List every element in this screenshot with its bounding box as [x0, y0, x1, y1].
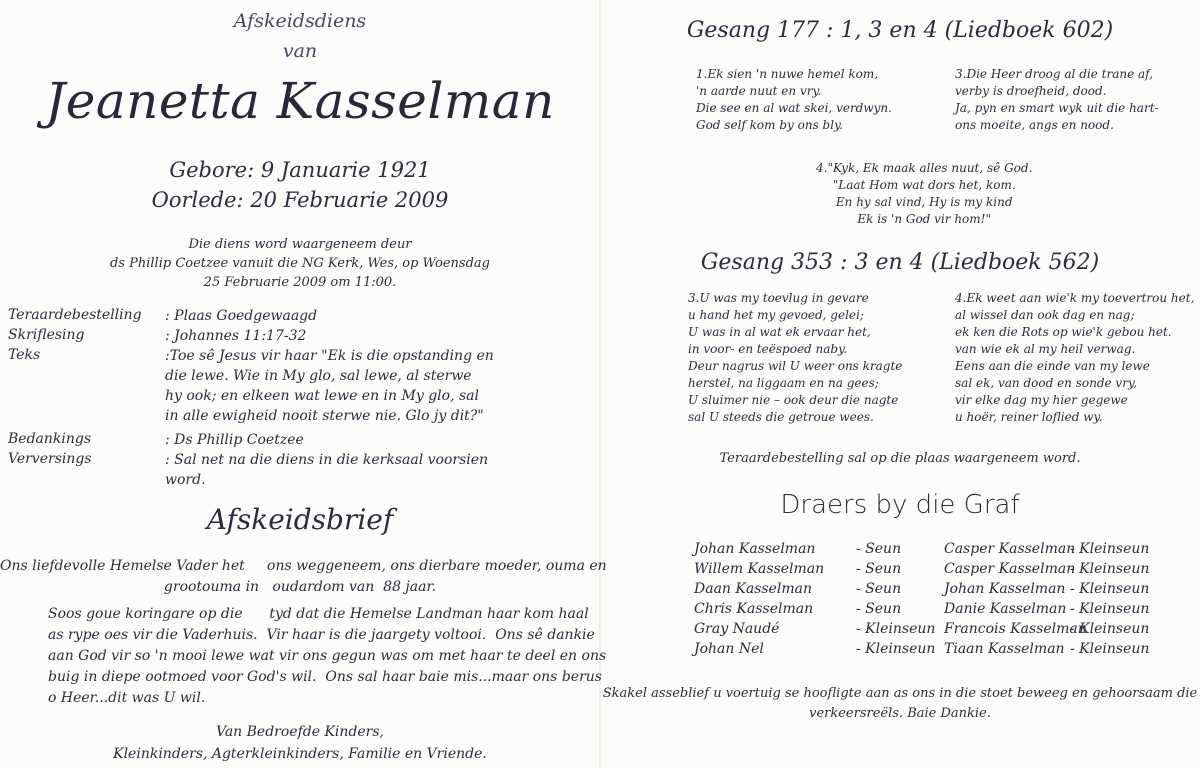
program-value: :Toe sê Jesus vir haar "Ek is die opstanding en die lewe. Wie in My glo, sal lewe, al sterwe hy ook; en elkeen wat lewe en in My glo, sal in alle ewigheid nooit sterwe nie. Glo jy dit?": [165, 348, 494, 424]
letter-paragraph-1: Ons liefdevolle Hemelse Vader het ons weggeneem, ons dierbare moeder, ouma en grootouma in oudardom van 88 jaar.: [0, 558, 607, 595]
program-label: Bedankings: [8, 431, 92, 447]
bearer-relation: - Kleinseun: [856, 621, 936, 637]
program-label: Teraardebestelling: [8, 307, 142, 323]
program-label: Skriflesing: [8, 327, 85, 343]
program-value: : Johannes 11:17-32: [165, 328, 307, 344]
hymn-2-verse-3: 3.U was my toevlug in gevare u hand het my gevoed, gelei; U was in al wat ek ervaar het, in voor- en teëspoed naby. Deur nagrus wil U weer ons kragte herstel, na liggaam en na gees; U sluimer nie – ook deur die nagte sal U steeds die getroue wees.: [688, 291, 903, 424]
closing-note-line-2: verkeersreëls. Baie Dankie.: [809, 706, 991, 721]
deceased-name: Jeanetta Kasselman: [45, 72, 555, 130]
service-title: Afskeidsdiens: [233, 10, 367, 32]
bearer-name: Casper Kasselman: [944, 541, 1076, 557]
program-label: Teks: [8, 347, 41, 363]
hymn-1-verse-1: 1.Ek sien 'n nuwe hemel kom, 'n aarde nuut en vry. Die see en al wat skei, verdwyn. God self kom by ons bly.: [696, 67, 892, 132]
bearer-name: Chris Kasselman: [694, 601, 814, 617]
program-label: Verversings: [8, 451, 92, 467]
hymn-1-verse-3: 3.Die Heer droog al die trane af, verby is droefheid, dood. Ja, pyn en smart wyk uit die hart- ons moeite, angs en nood.: [955, 67, 1159, 132]
officiant-line-3: 25 Februarie 2009 om 11:00.: [203, 275, 397, 290]
program-value: : Sal net na die diens in die kerksaal voorsien word.: [165, 452, 489, 488]
bearer-name: Francois Kasselman: [944, 621, 1087, 637]
hymn-2-verse-4: 4.Ek weet aan wie'k my toevertrou het, al wissel dan ook dag en nag; ek ken die Rots op wie'k gebou het. van wie ek al my heil verwag. Eens aan die einde van my lewe sal ek, van dood en sonde vry, vir elke dag my hier gegewe u hoër, reiner loflied wy.: [955, 291, 1195, 424]
bearer-relation: - Seun: [856, 581, 902, 597]
bearer-relation: - Seun: [856, 561, 902, 577]
officiant-line-1: Die diens word waargeneem deur: [188, 237, 412, 252]
hymn-1-title: Gesang 177 : 1, 3 en 4 (Liedboek 602): [686, 18, 1114, 43]
birth-date: Gebore: 9 Januarie 1921: [169, 158, 431, 182]
bearer-name: Willem Kasselman: [694, 561, 825, 577]
death-date: Oorlede: 20 Februarie 2009: [151, 188, 449, 212]
bearer-relation: - Kleinseun: [1070, 621, 1150, 637]
officiant-line-2: ds Phillip Coetzee vanuit die NG Kerk, Wes, op Woensdag: [109, 256, 490, 271]
program-value: : Plaas Goedgewaagd: [165, 308, 318, 324]
bearer-name: Johan Nel: [694, 641, 764, 657]
bearer-relation: - Seun: [856, 541, 902, 557]
bearers-title: Draers by die Graf: [780, 490, 1020, 520]
right-page: [600, 0, 1200, 768]
bearer-relation: - Kleinseun: [1070, 541, 1150, 557]
bearer-relation: - Kleinseun: [1070, 641, 1150, 657]
burial-note: Teraardebestelling sal op die plaas waargeneem word.: [719, 451, 1081, 466]
bearer-name: Daan Kasselman: [694, 581, 812, 597]
bearer-name: Tiaan Kasselman: [944, 641, 1065, 657]
closing-note-line-1: Skakel asseblief u voertuig se hoofligte aan as ons in die stoet beweeg en gehoorsaam die: [602, 686, 1198, 701]
hymn-1-verse-4: 4."Kyk, Ek maak alles nuut, sê God. "Laat Hom wat dors het, kom. En hy sal vind, Hy is my kind Ek is 'n God vir hom!": [816, 161, 1033, 226]
hymn-2-title: Gesang 353 : 3 en 4 (Liedboek 562): [700, 250, 1100, 275]
bearer-name: Johan Kasselman: [944, 581, 1066, 597]
letter-from-line-1: Van Bedroefde Kinders,: [216, 724, 384, 740]
letter-from-line-2: Kleinkinders, Agterkleinkinders, Familie en Vriende.: [113, 746, 487, 762]
program-value: : Ds Phillip Coetzee: [165, 432, 304, 448]
bearer-name: Gray Naudé: [694, 621, 780, 637]
bearer-relation: - Kleinseun: [1070, 601, 1150, 617]
bearer-name: Danie Kasselman: [944, 601, 1067, 617]
service-of: van: [282, 40, 318, 62]
bearer-relation: - Kleinseun: [1070, 561, 1150, 577]
bearer-name: Casper Kasselman: [944, 561, 1076, 577]
bearer-relation: - Kleinseun: [1070, 581, 1150, 597]
letter-paragraph-2: Soos goue koringare op die tyd dat die Hemelse Landman haar kom haal as rype oes vir die Vaderhuis. Vir haar is die jaargety voltooi. Ons sê dankie aan God vir so 'n mooi lewe wat vir ons gegun was om met haar te deel en ons buig in diepe ootmoed voor God's wil. Ons sal haar baie mis...maar ons berus o Heer...dit was U wil.: [48, 606, 607, 706]
letter-title: Afskeidsbrief: [206, 503, 394, 536]
bearer-name: Johan Kasselman: [694, 541, 816, 557]
bearer-relation: - Kleinseun: [856, 641, 936, 657]
bearer-relation: - Seun: [856, 601, 902, 617]
